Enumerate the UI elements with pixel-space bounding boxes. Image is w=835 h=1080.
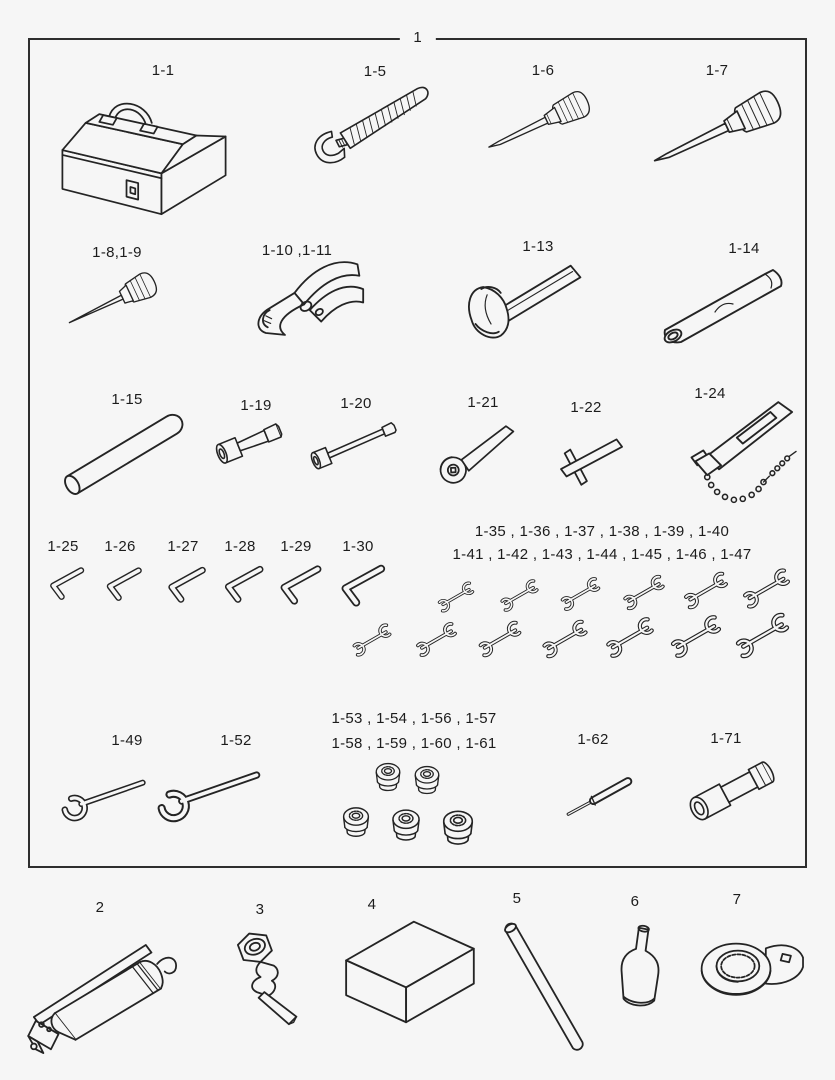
wrench-set-label-row1: 1-35 , 1-36 , 1-37 , 1-38 , 1-39 , 1-40 bbox=[474, 523, 730, 540]
tube-illustration bbox=[498, 918, 594, 1063]
part-label-wrench-49: 1-49 bbox=[111, 732, 143, 749]
hex-key-illustration bbox=[38, 562, 88, 601]
chisel-illustration bbox=[645, 252, 795, 344]
socket-set-label-row2: 1-58 , 1-59 , 1-60 , 1-61 bbox=[331, 735, 497, 752]
parts-box-illustration bbox=[336, 912, 482, 1030]
part-label-extension-bar: 1-15 bbox=[111, 391, 143, 408]
socket-illustration bbox=[386, 806, 426, 843]
part-label-ring-nut-wrench: 7 bbox=[732, 891, 742, 908]
open-end-wrench-49-illustration bbox=[52, 760, 152, 838]
part-label-hex-key-2: 1-26 bbox=[104, 538, 136, 555]
pin-punch-illustration bbox=[562, 766, 640, 818]
toolbox-illustration bbox=[46, 84, 242, 220]
part-label-pliers: 1-10 ,1-11 bbox=[261, 242, 333, 259]
chain-wrench-illustration bbox=[652, 392, 800, 506]
part-label-extension-rod: 1-20 bbox=[340, 395, 372, 412]
part-label-toolbox: 1-1 bbox=[151, 62, 175, 79]
socket-illustration bbox=[436, 807, 480, 847]
bottle-illustration bbox=[606, 922, 666, 1014]
wrench-set-label-row2: 1-41 , 1-42 , 1-43 , 1-44 , 1-45 , 1-46 , 1-47 bbox=[452, 546, 752, 563]
socket-set-label-row1: 1-53 , 1-54 , 1-56 , 1-57 bbox=[331, 710, 497, 727]
socket-set-labels bbox=[331, 706, 496, 756]
part-label-hex-key-5: 1-29 bbox=[280, 538, 312, 555]
part-label-ratchet-handle: 1-21 bbox=[467, 394, 499, 411]
hose-fitting-illustration bbox=[222, 926, 318, 1028]
t-handle-illustration bbox=[548, 426, 636, 488]
hammer-illustration bbox=[458, 250, 594, 362]
ring-nut-wrench-illustration bbox=[692, 926, 808, 1006]
part-label-grease-gun: 2 bbox=[95, 899, 105, 916]
open-end-wrench-52-illustration bbox=[146, 752, 268, 838]
part-label-parts-box: 4 bbox=[367, 896, 377, 913]
part-label-phillips-screwdriver: 1-6 bbox=[531, 62, 555, 79]
grease-gun-illustration bbox=[26, 926, 202, 1054]
socket-illustration bbox=[370, 760, 406, 793]
part-label-socket-adapter: 1-19 bbox=[240, 397, 272, 414]
hex-key-illustration bbox=[155, 561, 210, 604]
socket-illustration bbox=[409, 763, 445, 796]
part-label-t-handle: 1-22 bbox=[570, 399, 602, 416]
part-label-adjustable-wrench: 1-5 bbox=[363, 63, 387, 80]
part-label-spark-plug-socket: 1-71 bbox=[710, 730, 742, 747]
kit-number-label: 1 bbox=[399, 29, 435, 46]
part-label-hex-key-1: 1-25 bbox=[47, 538, 79, 555]
part-label-hose-fitting: 3 bbox=[255, 901, 265, 918]
hex-key-illustration bbox=[326, 558, 390, 608]
part-label-small-screwdriver: 1-8,1-9 bbox=[92, 244, 142, 261]
socket-illustration bbox=[337, 804, 375, 839]
part-label-pin-punch: 1-62 bbox=[577, 731, 609, 748]
part-label-chain-wrench: 1-24 bbox=[694, 385, 726, 402]
wrench-set-labels bbox=[453, 520, 752, 566]
hex-key-illustration bbox=[94, 562, 146, 602]
part-label-hex-key-3: 1-27 bbox=[167, 538, 199, 555]
part-label-hex-key-6: 1-30 bbox=[342, 538, 374, 555]
part-label-hex-key-4: 1-28 bbox=[224, 538, 256, 555]
hex-key-illustration bbox=[211, 560, 268, 604]
hex-key-illustration bbox=[266, 559, 326, 606]
part-label-tube: 5 bbox=[512, 890, 522, 907]
part-label-bottle: 6 bbox=[630, 893, 640, 910]
part-label-wrench-52: 1-52 bbox=[220, 732, 252, 749]
part-label-chisel: 1-14 bbox=[728, 240, 760, 257]
part-label-hammer: 1-13 bbox=[522, 238, 554, 255]
part-label-flat-screwdriver: 1-7 bbox=[705, 62, 729, 79]
pliers-illustration bbox=[243, 256, 367, 348]
